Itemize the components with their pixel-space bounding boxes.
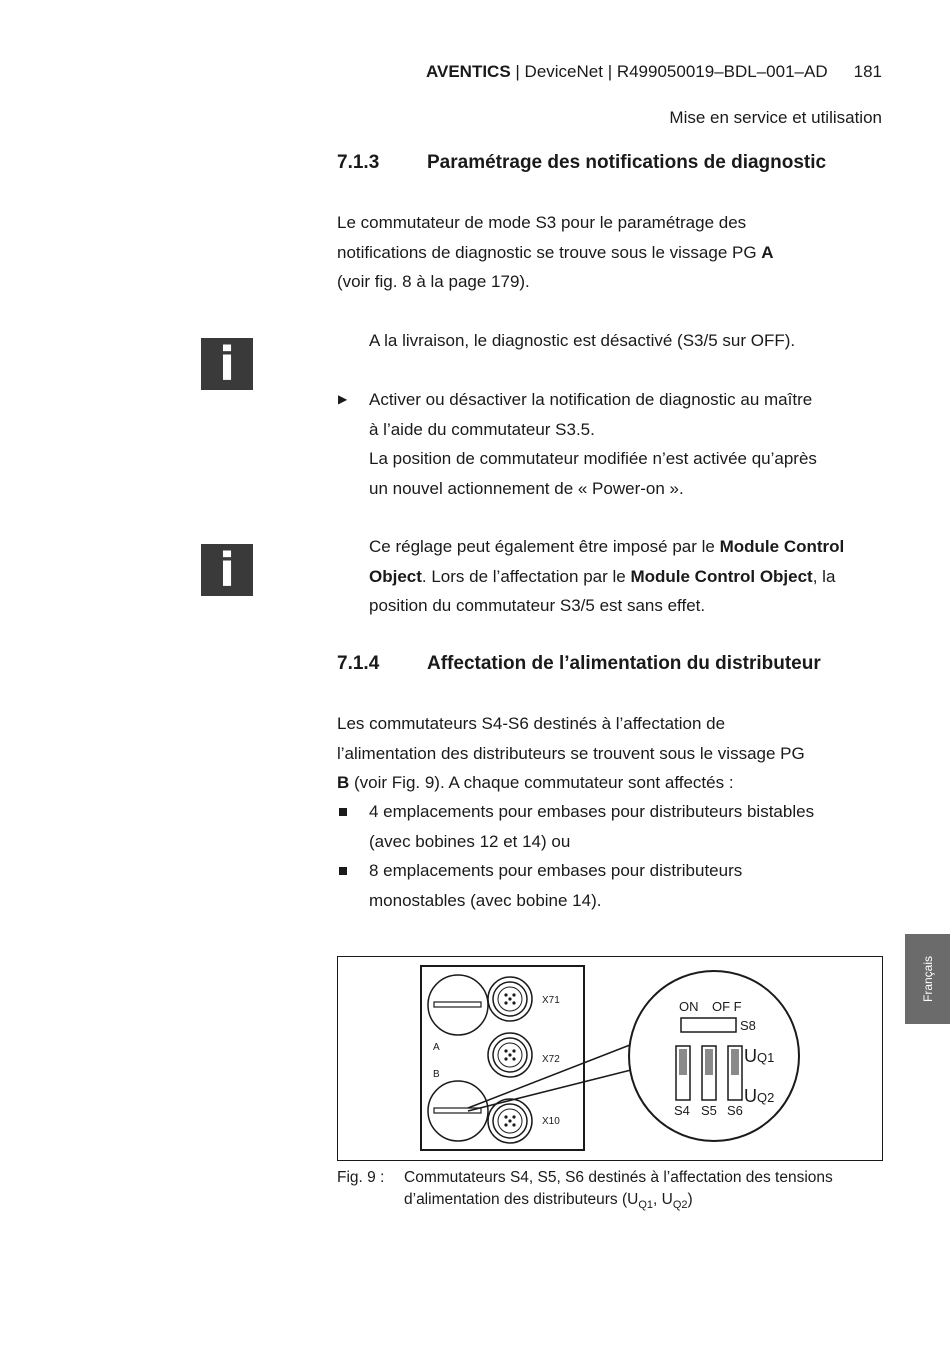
- text-line: (avec bobines 12 et 14) ou: [369, 831, 571, 851]
- text-run: ): [687, 1191, 693, 1208]
- text-line: [337, 238, 897, 268]
- text-run: Ce réglage peut également être imposé par le: [369, 537, 720, 556]
- label-s5: S5: [701, 1103, 717, 1118]
- info-icon: i: [201, 338, 253, 390]
- switch-s8: [681, 1018, 736, 1032]
- label-x72: X72: [542, 1054, 560, 1065]
- text-run: notifications de diagnostic se trouve sous le vissage PG: [337, 242, 762, 262]
- language-tab: [905, 934, 950, 1024]
- brand-name: AVENTICS: [425, 62, 511, 81]
- bold-run: Object: [369, 566, 422, 586]
- figure-caption-label: Fig. 9 :: [337, 1169, 385, 1186]
- connector-x10: [488, 1099, 532, 1143]
- text-line: [404, 1189, 894, 1216]
- figure-9: [337, 956, 883, 1161]
- label-off: OF F: [712, 999, 742, 1014]
- text-line: un nouvel actionnement de « Power-on ».: [369, 478, 684, 498]
- section-number: 7.1.4: [337, 653, 380, 674]
- text-run: d’alimentation des distributeurs (U: [404, 1191, 639, 1208]
- switch-s5: [702, 1046, 716, 1100]
- figure-caption: [404, 1167, 894, 1216]
- list-item: [369, 856, 899, 915]
- text-run: (voir Fig. 9). A chaque commutateur sont affectés :: [349, 773, 734, 792]
- bold-run: A: [761, 242, 774, 262]
- label-a: A: [433, 1042, 440, 1053]
- action-arrow-icon: ▶: [338, 392, 348, 406]
- paragraph-714-intro: [337, 709, 897, 798]
- label-s4: S4: [674, 1103, 690, 1118]
- text-line: (voir fig. 8 à la page 179).: [337, 272, 530, 291]
- text-line: [369, 562, 899, 592]
- text-line: position du commutateur S3/5 est sans effet.: [369, 596, 706, 615]
- running-header: [426, 62, 882, 82]
- paragraph-713-intro: [337, 208, 897, 297]
- section-heading-714: [337, 653, 821, 675]
- bold-run: Module Control Object: [630, 566, 813, 586]
- chapter-title: Mise en service et utilisation: [669, 108, 882, 127]
- switch-s4: [676, 1046, 690, 1100]
- text-run: , la: [812, 566, 836, 586]
- text-line: à l’aide du commutateur S3.5.: [369, 419, 595, 439]
- label-x71: X71: [542, 995, 560, 1006]
- label-s6: S6: [727, 1103, 743, 1118]
- label-x10: X10: [542, 1116, 560, 1127]
- section-title: Paramétrage des notifications de diagnostic: [427, 152, 827, 173]
- section-heading-713: [337, 152, 826, 174]
- bold-run: Module Control: [719, 537, 845, 556]
- note-delivery: A la livraison, le diagnostic est désactivé (S3/5 sur OFF).: [369, 331, 796, 350]
- text-run: , U: [653, 1191, 673, 1208]
- info-icon: i: [201, 544, 253, 596]
- page-number: 181: [853, 62, 882, 81]
- text-line: [369, 532, 899, 562]
- text-run: . Lors de l’affectation par le: [421, 566, 631, 586]
- connector-x71: [488, 977, 532, 1021]
- section-title: Affectation de l’alimentation du distributeur: [427, 653, 821, 674]
- switch-s6: [728, 1046, 742, 1100]
- label-uq2: UQ2: [744, 1086, 775, 1106]
- label-b: B: [433, 1069, 440, 1080]
- text-line: Commutateurs S4, S5, S6 destinés à l’affectation des tensions: [404, 1169, 833, 1186]
- action-step: [369, 385, 899, 503]
- text-line: La position de commutateur modifiée n’est activée qu’après: [369, 449, 817, 468]
- language-tab-label: Français: [920, 955, 935, 1003]
- bold-run: B: [337, 773, 350, 792]
- section-number: 7.1.3: [337, 152, 380, 173]
- text-line: l’alimentation des distributeurs se trouvent sous le vissage PG: [337, 743, 805, 763]
- header-doc-ref: | DeviceNet | R499050019–BDL–001–AD: [510, 62, 828, 81]
- text-line: monostables (avec bobine 14).: [369, 890, 602, 910]
- square-bullet-icon: [339, 867, 347, 875]
- note-module-control: [369, 532, 899, 621]
- switch-diagram: [338, 957, 882, 1160]
- list-item: [369, 797, 899, 856]
- connector-x72: [488, 1033, 532, 1077]
- text-line: [337, 768, 897, 798]
- label-on: ON: [679, 999, 699, 1014]
- square-bullet-icon: [339, 808, 347, 816]
- text-line: Activer ou désactiver la notification de diagnostic au maître: [369, 390, 813, 409]
- text-line: Le commutateur de mode S3 pour le paramétrage des: [337, 213, 747, 232]
- label-uq1: UQ1: [744, 1046, 775, 1066]
- subscript: Q1: [638, 1199, 654, 1212]
- text-line: 4 emplacements pour embases pour distributeurs bistables: [369, 802, 815, 821]
- subscript: Q2: [672, 1199, 688, 1212]
- text-line: Les commutateurs S4-S6 destinés à l’affectation de: [337, 714, 726, 733]
- text-line: 8 emplacements pour embases pour distributeurs: [369, 861, 743, 880]
- label-s8: S8: [740, 1018, 756, 1033]
